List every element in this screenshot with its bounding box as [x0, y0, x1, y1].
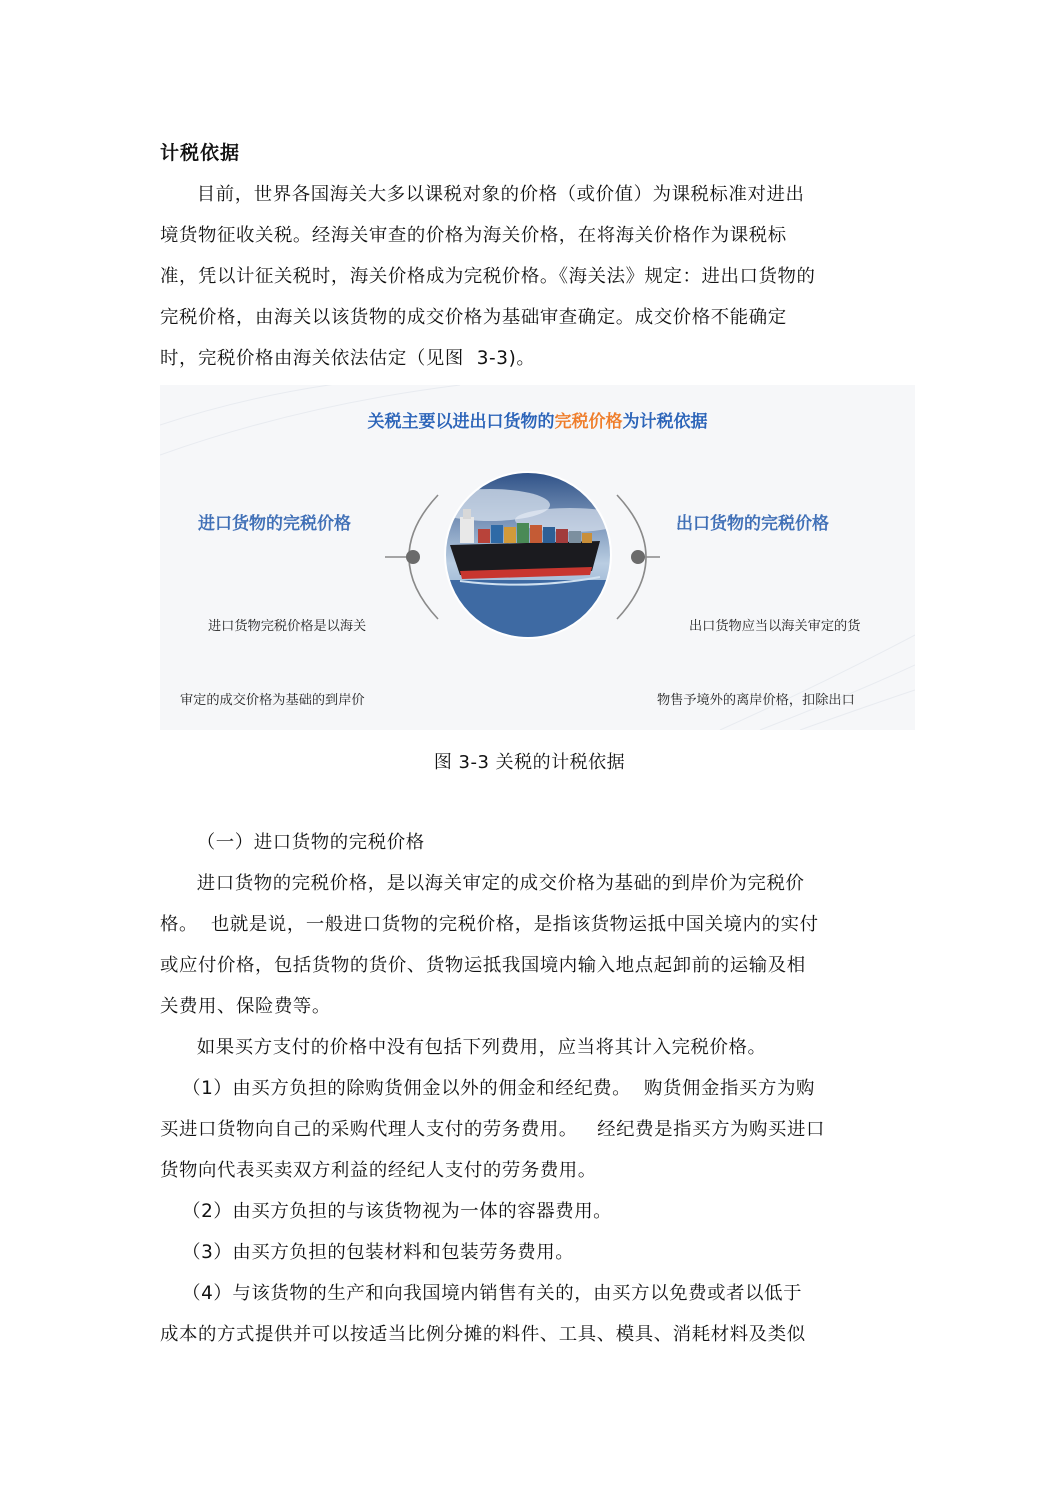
figure-tax-basis: [160, 385, 915, 730]
list-item: [160, 1191, 900, 1232]
text-line: 或应付价格，包括货物的货价、货物运抵我国境内输入地点起卸前的运输及相: [160, 955, 806, 976]
text-line: 准，凭以计征关税时，海关价格成为完税价格。《海关法》规定：进出口货物的: [160, 266, 816, 287]
right-text-line: 出口货物应当以海关审定的货: [689, 619, 861, 634]
text-line: （4）与该货物的生产和向我国境内销售有关的，由买方以免费或者以低于: [182, 1283, 803, 1304]
right-node: [631, 550, 645, 564]
left-title: 进口货物的完税价格: [198, 514, 351, 534]
list-item: [160, 1273, 900, 1355]
subsection-title: （一）进口货物的完税价格: [196, 832, 425, 853]
right-text-line: 物售予境外的离岸价格，扣除出口: [657, 692, 855, 708]
text-line: 成本的方式提供并可以按适当比例分摊的料件、工具、模具、消耗材料及类似: [160, 1324, 806, 1345]
cargo-ship-photo: [430, 470, 625, 640]
text-line: （1）由买方负担的除购货佣金以外的佣金和经纪费。 购货佣金指买方为购: [182, 1078, 815, 1099]
body-content: [160, 822, 900, 1355]
intro-paragraph: [160, 174, 900, 379]
left-node: [406, 550, 420, 564]
section-heading: 计税依据: [160, 142, 241, 164]
left-description: [180, 566, 400, 730]
figure-title-part: 关税主要以进出口货物的: [367, 412, 555, 432]
paragraph: [160, 863, 900, 1027]
text-line: 目前，世界各国海关大多以课税对象的价格（或价值）为课税标准对进出: [196, 184, 805, 205]
figure-title-part: 为计税依据: [622, 412, 708, 432]
figure-caption: 图 3-3 关税的计税依据: [433, 752, 626, 773]
paragraph: 如果买方支付的价格中没有包括下列费用，应当将其计入完税价格。: [196, 1037, 767, 1058]
text-line: 关费用、保险费等。: [160, 996, 331, 1017]
text-line: （2）由买方负担的与该货物视为一体的容器费用。: [182, 1201, 613, 1222]
text-line: 买进口货物向自己的采购代理人支付的劳务费用。 经纪费是指买方为购买进口: [160, 1119, 826, 1140]
list-item: [160, 1068, 900, 1191]
text-line: 货物向代表买卖双方利益的经纪人支付的劳务费用。: [160, 1160, 597, 1181]
left-text-line: 审定的成交价格为基础的到岸价: [180, 692, 365, 708]
text-line: 时，完税价格由海关依法估定（见图 3-3)。: [160, 348, 536, 369]
right-description: [657, 566, 897, 730]
text-line: 完税价格，由海关以该货物的成交价格为基础审查确定。成交价格不能确定: [160, 307, 787, 328]
text-line: 进口货物的完税价格，是以海关审定的成交价格为基础的到岸价为完税价: [196, 873, 805, 894]
text-line: 境货物征收关税。经海关审查的价格为海关价格，在将海关价格作为课税标: [160, 225, 787, 246]
figure-title: [160, 407, 915, 432]
right-title: 出口货物的完税价格: [676, 514, 829, 534]
left-text-line: 进口货物完税价格是以海关: [208, 619, 367, 634]
text-line: 格。 也就是说，一般进口货物的完税价格，是指该货物运抵中国关境内的实付: [160, 914, 819, 935]
list-item: [160, 1232, 900, 1273]
figure-title-highlight: 完税价格: [554, 412, 623, 432]
text-line: （3）由买方负担的包装材料和包装劳务费用。: [182, 1242, 575, 1263]
